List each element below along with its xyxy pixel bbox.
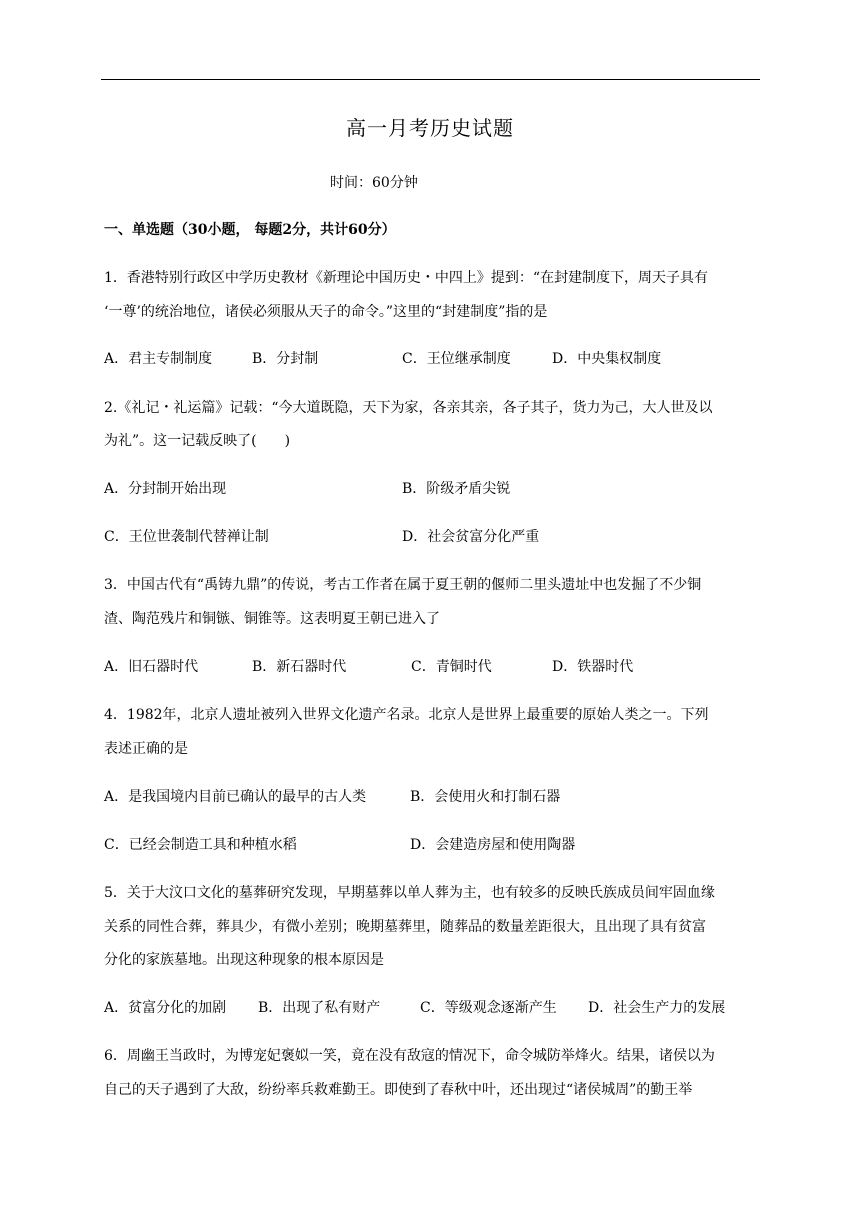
question-5-line-3: 分化的家族墓地。出现这种现象的根本原因是 xyxy=(104,952,384,968)
question-2-line-1: 2.《礼记・礼运篇》记载：“今大道既隐，天下为家，各亲其亲，各子其子，货力为己，大人世及以 xyxy=(104,400,713,416)
question-3-option-a: A．旧石器时代 xyxy=(104,659,199,675)
question-6-line-2: 自己的天子遇到了大敌，纷纷率兵救难勤王。即使到了春秋中叶，还出现过“诸侯城周”的勤王举 xyxy=(104,1082,693,1098)
question-4-option-d: D．会建造房屋和使用陶器 xyxy=(410,837,576,853)
question-3-line-1: 3．中国古代有“禹铸九鼎”的传说，考古工作者在属于夏王朝的偃师二里头遗址中也发掘了不少铜 xyxy=(104,577,702,593)
question-5-line-1: 5．关于大汶口文化的墓葬研究发现，早期墓葬以单人葬为主，也有较多的反映氏族成员间牢固血缘 xyxy=(104,885,715,901)
question-5-option-c: C．等级观念逐渐产生 xyxy=(420,1000,557,1016)
question-3-option-c: C．青铜时代 xyxy=(411,659,492,675)
question-4-line-2: 表述正确的是 xyxy=(104,741,188,757)
question-5-option-a: A．贫富分化的加剧 xyxy=(104,1000,227,1016)
question-2-option-a: A．分封制开始出现 xyxy=(104,481,227,497)
question-6-line-1: 6．周幽王当政时，为博宠妃褒姒一笑，竟在没有敌寇的情况下，命令城防举烽火。结果，诸侯以为 xyxy=(104,1048,715,1064)
question-1-line-2: ‘一尊’的统治地位，诸侯必须服从天子的命令。”这里的“封建制度”指的是 xyxy=(104,304,548,320)
question-2-option-c: C．王位世袭制代替禅让制 xyxy=(104,529,269,545)
question-3-option-b: B．新石器时代 xyxy=(252,659,347,675)
question-5-line-2: 关系的同性合葬，葬具少，有微小差别；晚期墓葬里，随葬品的数量差距很大，且出现了具有贫富 xyxy=(104,919,706,935)
page-title: 高一月考历史试题 xyxy=(346,116,514,140)
question-1-line-1: 1．香港特别行政区中学历史教材《新理论中国历史・中四上》提到：“在封建制度下，周天子具有 xyxy=(104,270,709,286)
question-3-option-d: D．铁器时代 xyxy=(552,659,634,675)
header-rule xyxy=(101,79,760,80)
question-3-line-2: 渣、陶范残片和铜镞、铜锥等。这表明夏王朝已进入了 xyxy=(104,611,440,627)
question-4-option-c: C．已经会制造工具和种植水稻 xyxy=(104,837,297,853)
question-1-option-b: B．分封制 xyxy=(252,351,319,367)
section-heading: 一、单选题（30小题， 每题2分，共计60分） xyxy=(104,222,396,238)
question-1-option-a: A．君主专制制度 xyxy=(104,351,213,367)
question-5-option-b: B．出现了私有财产 xyxy=(258,1000,381,1016)
question-5-option-d: D．社会生产力的发展 xyxy=(588,1000,726,1016)
question-4-line-1: 4．1982年，北京人遗址被列入世界文化遗产名录。北京人是世界上最重要的原始人类之一。下列 xyxy=(104,707,709,723)
question-1-option-c: C．王位继承制度 xyxy=(402,351,511,367)
question-2-line-2: 为礼”。这一记载反映了( ) xyxy=(104,433,291,449)
question-4-option-a: A．是我国境内目前已确认的最早的古人类 xyxy=(104,789,367,805)
question-4-option-b: B．会使用火和打制石器 xyxy=(410,789,561,805)
question-2-option-b: B．阶级矛盾尖锐 xyxy=(402,481,511,497)
question-1-option-d: D．中央集权制度 xyxy=(552,351,662,367)
question-2-option-d: D．社会贫富分化严重 xyxy=(402,529,540,545)
exam-time: 时间：60分钟 xyxy=(330,175,418,191)
